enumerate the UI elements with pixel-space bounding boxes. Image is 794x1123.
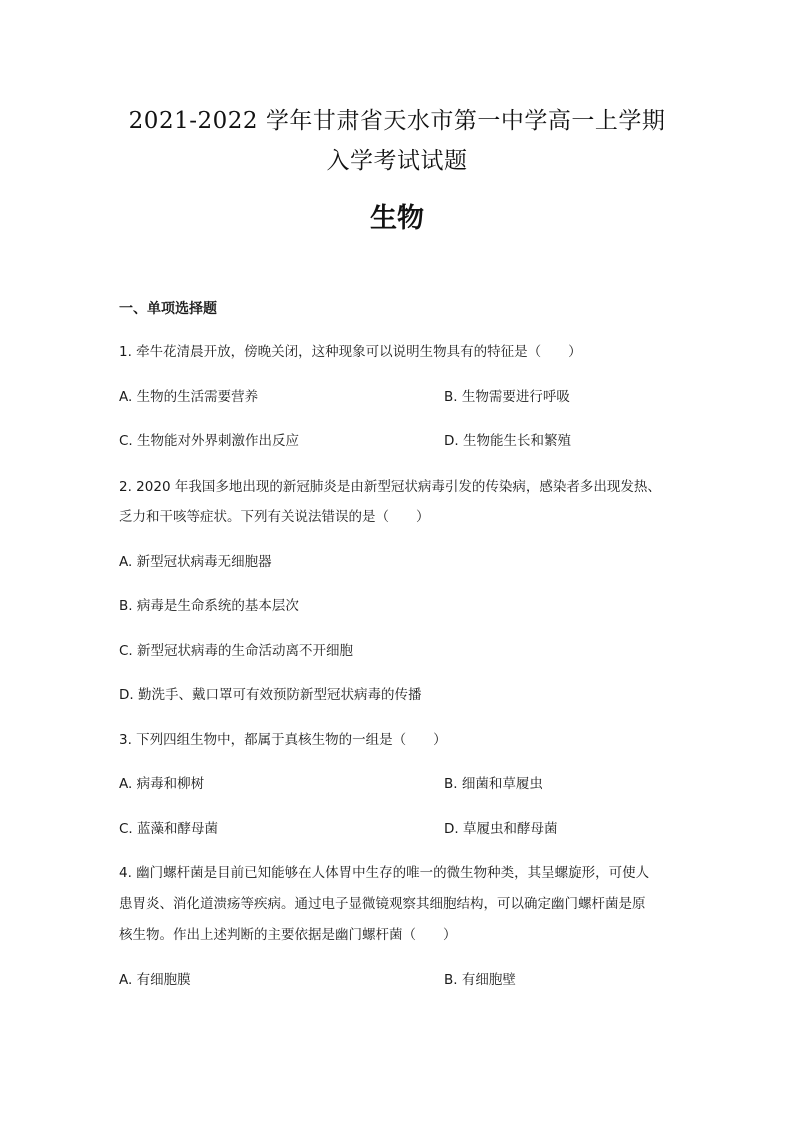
question-4-stem-line-2: 患胃炎、消化道溃疡等疾病。通过电子显微镜观察其细胞结构，可以确定幽门螺杆菌是原	[119, 896, 646, 912]
subject-title: 生物	[370, 203, 424, 234]
question-1-stem: 1. 牵牛花清晨开放，傍晚关闭，这种现象可以说明生物具有的特征是（ ）	[119, 344, 582, 360]
question-3-option-c: C. 蓝藻和酵母菌	[119, 821, 219, 837]
question-1-option-a: A. 生物的生活需要营养	[119, 389, 259, 405]
question-4-stem-line-3: 核生物。作出上述判断的主要依据是幽门螺杆菌（ ）	[119, 927, 457, 943]
question-3-stem: 3. 下列四组生物中，都属于真核生物的一组是（ ）	[119, 732, 447, 748]
question-2-option-c: C. 新型冠状病毒的生命活动离不开细胞	[119, 643, 354, 659]
question-2-stem-line-2: 乏力和干咳等症状。下列有关说法错误的是（ ）	[119, 509, 430, 525]
question-2-option-b: B. 病毒是生命系统的基本层次	[119, 598, 299, 614]
question-4-stem-line-1: 4. 幽门螺杆菌是目前已知能够在人体胃中生存的唯一的微生物种类，其呈螺旋形，可使人	[119, 865, 650, 881]
section-heading: 一、单项选择题	[119, 301, 217, 317]
question-3-option-b: B. 细菌和草履虫	[444, 776, 543, 792]
question-3-option-a: A. 病毒和柳树	[119, 776, 205, 792]
question-1-option-c: C. 生物能对外界刺激作出反应	[119, 433, 300, 449]
document-title-line-2: 入学考试试题	[326, 148, 468, 174]
question-1-option-b: B. 生物需要进行呼吸	[444, 389, 570, 405]
question-4-option-b: B. 有细胞壁	[444, 972, 516, 988]
question-2-stem-line-1: 2. 2020 年我国多地出现的新冠肺炎是由新型冠状病毒引发的传染病，感染者多出现发热、	[119, 479, 661, 495]
question-2-option-d: D. 勤洗手、戴口罩可有效预防新型冠状病毒的传播	[119, 687, 422, 703]
question-3-option-d: D. 草履虫和酵母菌	[444, 821, 558, 837]
question-2-option-a: A. 新型冠状病毒无细胞器	[119, 554, 272, 570]
document-title-line-1: 2021-2022 学年甘肃省天水市第一中学高一上学期	[128, 108, 666, 134]
question-1-option-d: D. 生物能生长和繁殖	[444, 433, 571, 449]
question-4-option-a: A. 有细胞膜	[119, 972, 191, 988]
